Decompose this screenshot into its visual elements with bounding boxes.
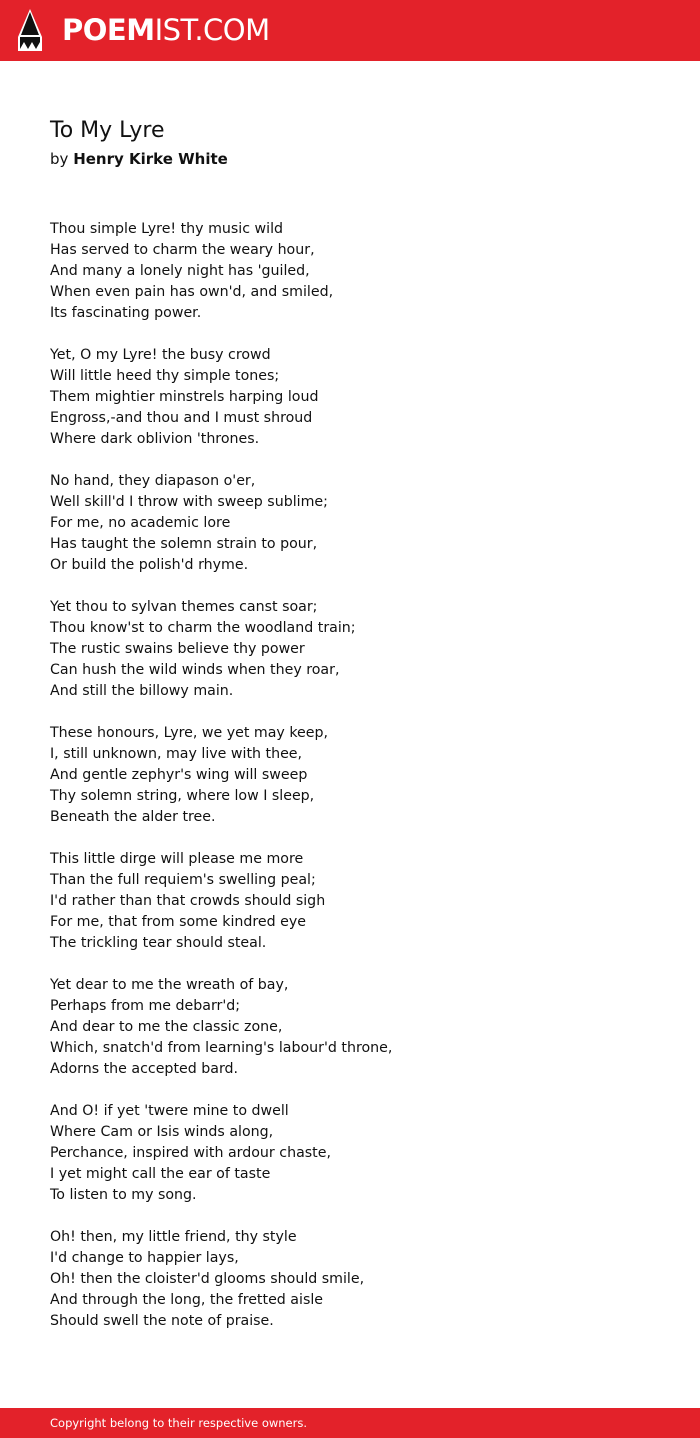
poem-line: Than the full requiem's swelling peal;: [50, 872, 316, 888]
stanza: [50, 975, 670, 1080]
poem-line: No hand, they diapason o'er,: [50, 473, 256, 489]
stanza: [50, 219, 670, 324]
by-label: by: [50, 150, 69, 168]
poem-line: Them mightier minstrels harping loud: [50, 389, 319, 405]
poem-line: This little dirge will please me more: [50, 851, 304, 867]
poem-line: And still the billowy main.: [50, 683, 234, 699]
poem-title: To My Lyre: [50, 118, 165, 143]
stanza: [50, 597, 670, 702]
poem-line: For me, that from some kindred eye: [50, 914, 306, 930]
stanza: [50, 471, 670, 576]
poem-line: And O! if yet 'twere mine to dwell: [50, 1103, 289, 1119]
poem-line: And many a lonely night has 'guiled,: [50, 263, 310, 279]
poem-line: Well skill'd I throw with sweep sublime;: [50, 494, 328, 510]
poem-line: Perchance, inspired with ardour chaste,: [50, 1145, 331, 1161]
poem-line: Has served to charm the weary hour,: [50, 242, 315, 258]
poem-line: For me, no academic lore: [50, 515, 231, 531]
stanza: [50, 345, 670, 450]
poem-line: Should swell the note of praise.: [50, 1313, 274, 1329]
poem-line: And dear to me the classic zone,: [50, 1019, 283, 1035]
poem-line: These honours, Lyre, we yet may keep,: [50, 725, 329, 741]
poem-line: To listen to my song.: [50, 1187, 197, 1203]
logo-bold-text: POEM: [62, 13, 155, 47]
poem-line: Perhaps from me debarr'd;: [50, 998, 241, 1014]
poem-line: When even pain has own'd, and smiled,: [50, 284, 334, 300]
poem-line: Adorns the accepted bard.: [50, 1061, 239, 1077]
poem-line: I yet might call the ear of taste: [50, 1166, 271, 1182]
poem-author: Henry Kirke White: [73, 150, 228, 168]
poem-line: Yet, O my Lyre! the busy crowd: [50, 347, 271, 363]
poem-line: Thou simple Lyre! thy music wild: [50, 221, 284, 237]
poem-line: Engross,-and thou and I must shroud: [50, 410, 313, 426]
poem-line: Oh! then, my little friend, thy style: [50, 1229, 297, 1245]
poem-line: Yet thou to sylvan themes canst soar;: [50, 599, 318, 615]
site-header: [0, 0, 700, 61]
poem-line: Or build the polish'd rhyme.: [50, 557, 249, 573]
poem-line: Thy solemn string, where low I sleep,: [50, 788, 315, 804]
stanza: [50, 849, 670, 954]
poem-line: And gentle zephyr's wing will sweep: [50, 767, 308, 783]
stanza: [50, 723, 670, 828]
poem-line: Will little heed thy simple tones;: [50, 368, 280, 384]
poem-line: The rustic swains believe thy power: [50, 641, 305, 657]
poem-line: I'd rather than that crowds should sigh: [50, 893, 326, 909]
poem-line: The trickling tear should steal.: [50, 935, 267, 951]
poem-line: I'd change to happier lays,: [50, 1250, 239, 1266]
poem-body: [50, 219, 670, 1353]
poem-line: Oh! then the cloister'd glooms should smile,: [50, 1271, 365, 1287]
site-footer: [0, 1408, 700, 1438]
poem-line: Its fascinating power.: [50, 305, 202, 321]
poem-byline: [50, 148, 228, 170]
poem-line: Has taught the solemn strain to pour,: [50, 536, 318, 552]
poem-line: Where dark oblivion 'thrones.: [50, 431, 260, 447]
copyright-notice: Copyright belong to their respective owners.: [50, 1416, 308, 1430]
stanza: [50, 1101, 670, 1206]
poem-line: Where Cam or Isis winds along,: [50, 1124, 274, 1140]
poem-line: Beneath the alder tree.: [50, 809, 216, 825]
poem-line: Can hush the wild winds when they roar,: [50, 662, 340, 678]
stanza: [50, 1227, 670, 1332]
site-logo[interactable]: [62, 13, 270, 47]
poem-line: Yet dear to me the wreath of bay,: [50, 977, 289, 993]
logo-light-text: IST.COM: [154, 13, 270, 47]
pencil-icon[interactable]: [18, 9, 42, 51]
poem-line: Which, snatch'd from learning's labour'd throne,: [50, 1040, 393, 1056]
poem-line: Thou know'st to charm the woodland train;: [50, 620, 356, 636]
poem-line: And through the long, the fretted aisle: [50, 1292, 324, 1308]
poem-line: I, still unknown, may live with thee,: [50, 746, 303, 762]
